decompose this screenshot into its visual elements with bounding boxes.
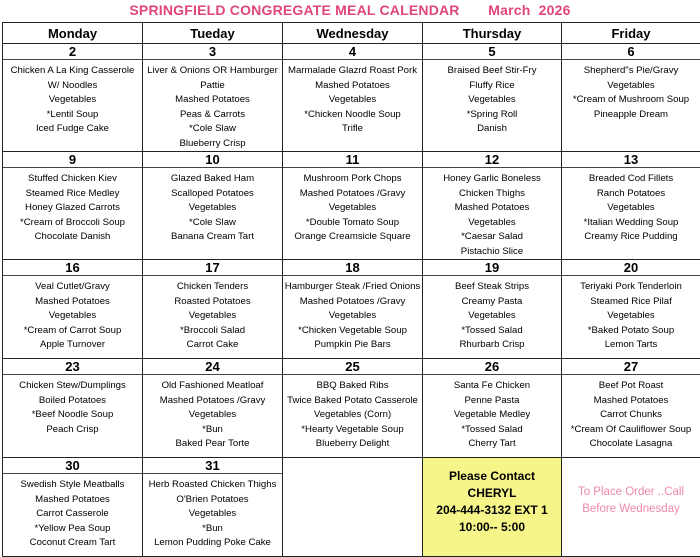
menu-item: Teriyaki Pork Tenderloin <box>562 280 700 295</box>
menu-item: Pumpkin Pie Bars <box>283 338 422 353</box>
menu-item: Blueberry Delight <box>283 437 422 452</box>
menu-item: *Beef Noodle Soup <box>3 408 142 423</box>
day-cell <box>423 152 562 260</box>
week-row <box>3 260 700 359</box>
menu-item: Chicken A La King Casserole <box>3 64 142 79</box>
menu-item: Steamed Rice Pilaf <box>562 295 700 310</box>
day-number: 11 <box>283 152 422 168</box>
menu-item: *Yellow Pea Soup <box>3 522 142 537</box>
day-cell <box>143 44 283 152</box>
menu-item: Pattie <box>143 79 282 94</box>
menu-item: Peas & Carrots <box>143 108 282 123</box>
menu-item: Mushroom Pork Chops <box>283 172 422 187</box>
day-number: 16 <box>3 260 142 276</box>
menu-items <box>283 276 422 353</box>
menu-item: Vegetables <box>143 408 282 423</box>
menu-item: W/ Noodles <box>3 79 142 94</box>
day-number: 27 <box>562 359 700 375</box>
menu-item: *Bun <box>143 423 282 438</box>
menu-item: *Cole Slaw <box>143 216 282 231</box>
menu-items <box>423 168 561 259</box>
day-cell <box>562 260 700 359</box>
day-cell <box>423 44 562 152</box>
menu-item: Twice Baked Potato Casserole <box>283 394 422 409</box>
weekday-header: Friday <box>562 23 700 44</box>
menu-item: *Broccoli Salad <box>143 324 282 339</box>
menu-item: *Tossed Salad <box>423 324 561 339</box>
menu-item: Vegetables <box>562 309 700 324</box>
menu-item: *Caesar Salad <box>423 230 561 245</box>
menu-item: Scalloped Potatoes <box>143 187 282 202</box>
menu-item: Liver & Onions OR Hamburger <box>143 64 282 79</box>
menu-item: Creamy Rice Pudding <box>562 230 700 245</box>
weekday-header: Tueday <box>143 23 283 44</box>
menu-item: Vegetables (Corn) <box>283 408 422 423</box>
menu-item: Chicken Stew/Dumplings <box>3 379 142 394</box>
day-number: 5 <box>423 44 561 60</box>
day-cell <box>423 260 562 359</box>
day-cell <box>423 359 562 458</box>
day-number: 20 <box>562 260 700 276</box>
menu-item: Mashed Potatoes <box>283 79 422 94</box>
day-cell <box>3 458 143 557</box>
day-number: 9 <box>3 152 142 168</box>
menu-item: *Baked Potato Soup <box>562 324 700 339</box>
menu-item: Glazed Baked Ham <box>143 172 282 187</box>
menu-item: Carrot Casserole <box>3 507 142 522</box>
day-cell <box>3 44 143 152</box>
menu-item: *Lentil Soup <box>3 108 142 123</box>
menu-item: Chicken Thighs <box>423 187 561 202</box>
day-cell <box>283 359 423 458</box>
menu-item: Vegetable Medley <box>423 408 561 423</box>
menu-item: Beef Pot Roast <box>562 379 700 394</box>
menu-item: Carrot Chunks <box>562 408 700 423</box>
menu-item: Old Fashioned Meatloaf <box>143 379 282 394</box>
order-note-line: To Place Order ..Call <box>562 484 700 501</box>
weekday-header: Monday <box>3 23 143 44</box>
menu-items <box>562 276 700 353</box>
contact-box <box>423 458 562 557</box>
day-number: 12 <box>423 152 561 168</box>
menu-item: Shepherd"s Pie/Gravy <box>562 64 700 79</box>
menu-items <box>3 474 142 551</box>
day-cell <box>3 260 143 359</box>
menu-item: Vegetables <box>562 79 700 94</box>
menu-item: *Cream Of Cauliflower Soup <box>562 423 700 438</box>
empty-day-cell <box>283 458 423 557</box>
day-cell <box>143 260 283 359</box>
order-note-line: Before Wednesday <box>562 501 700 518</box>
menu-item: *Cream of Broccoli Soup <box>3 216 142 231</box>
menu-item: Chocolate Lasagna <box>562 437 700 452</box>
menu-item: O'Brien Potatoes <box>143 493 282 508</box>
menu-items <box>3 60 142 137</box>
menu-items <box>562 60 700 122</box>
menu-item: Cherry Tart <box>423 437 561 452</box>
menu-item: Peach Crisp <box>3 423 142 438</box>
menu-item: Pistachio Slice <box>423 245 561 260</box>
menu-item: Vegetables <box>3 93 142 108</box>
menu-item: Braised Beef Stir-Fry <box>423 64 561 79</box>
menu-item: Hamburger Steak /Fried Onions <box>283 280 422 295</box>
menu-item: Lemon Tarts <box>562 338 700 353</box>
day-number: 2 <box>3 44 142 60</box>
menu-item: *Hearty Vegetable Soup <box>283 423 422 438</box>
menu-item: *Chicken Vegetable Soup <box>283 324 422 339</box>
page-title: SPRINGFIELD CONGREGATE MEAL CALENDAR March 2026 <box>0 2 700 22</box>
meal-calendar <box>2 22 700 557</box>
menu-item: Vegetables <box>283 309 422 324</box>
menu-item: Apple Turnover <box>3 338 142 353</box>
menu-item: Vegetables <box>143 309 282 324</box>
menu-items <box>423 60 561 137</box>
menu-item: Mashed Potatoes <box>143 93 282 108</box>
menu-item: *Double Tomato Soup <box>283 216 422 231</box>
menu-item: Mashed Potatoes <box>3 493 142 508</box>
weekday-header: Wednesday <box>283 23 423 44</box>
menu-items <box>3 375 142 437</box>
day-cell <box>283 44 423 152</box>
menu-item: Orange Creamsicle Square <box>283 230 422 245</box>
week-row <box>3 359 700 458</box>
day-cell <box>143 359 283 458</box>
day-cell <box>3 152 143 260</box>
menu-item: Chicken Tenders <box>143 280 282 295</box>
contact-line: 10:00-- 5:00 <box>423 519 561 536</box>
menu-items <box>143 168 282 245</box>
menu-item: *Bun <box>143 522 282 537</box>
menu-item: Marmalade Glazrd Roast Pork <box>283 64 422 79</box>
menu-item: Chocolate Danish <box>3 230 142 245</box>
day-number: 30 <box>3 458 142 474</box>
menu-item: Steamed Rice Medley <box>3 187 142 202</box>
day-number: 10 <box>143 152 282 168</box>
menu-item: Vegetables <box>423 309 561 324</box>
menu-item: Boiled Potatoes <box>3 394 142 409</box>
menu-item: Vegetables <box>143 201 282 216</box>
day-number: 25 <box>283 359 422 375</box>
menu-item: Vegetables <box>143 507 282 522</box>
contact-line: CHERYL <box>423 485 561 502</box>
menu-item: Santa Fe Chicken <box>423 379 561 394</box>
menu-items <box>423 375 561 452</box>
menu-item: Veal Cutlet/Gravy <box>3 280 142 295</box>
menu-items <box>3 168 142 245</box>
menu-item: Ranch Potatoes <box>562 187 700 202</box>
order-note <box>562 458 700 557</box>
menu-item: Vegetables <box>562 201 700 216</box>
day-number: 24 <box>143 359 282 375</box>
menu-item: Vegetables <box>283 201 422 216</box>
menu-item: Iced Fudge Cake <box>3 122 142 137</box>
day-cell <box>3 359 143 458</box>
menu-item: Mashed Potatoes /Gravy <box>283 295 422 310</box>
menu-item: Honey Garlic Boneless <box>423 172 561 187</box>
menu-item: Rhurbarb Crisp <box>423 338 561 353</box>
day-cell <box>143 458 283 557</box>
menu-item: Baked Pear Torte <box>143 437 282 452</box>
contact-line: Please Contact <box>423 468 561 485</box>
menu-item: Coconut Cream Tart <box>3 536 142 551</box>
day-number: 31 <box>143 458 282 474</box>
menu-item: Honey Glazed Carrots <box>3 201 142 216</box>
menu-items <box>423 276 561 353</box>
menu-item: Lemon Pudding Poke Cake <box>143 536 282 551</box>
menu-item: Penne Pasta <box>423 394 561 409</box>
menu-item: Danish <box>423 122 561 137</box>
day-number: 18 <box>283 260 422 276</box>
menu-item: Trifle <box>283 122 422 137</box>
menu-item: Mashed Potatoes <box>423 201 561 216</box>
menu-item: Mashed Potatoes /Gravy <box>143 394 282 409</box>
day-cell <box>283 260 423 359</box>
menu-item: Vegetables <box>3 309 142 324</box>
day-cell <box>562 152 700 260</box>
day-number: 3 <box>143 44 282 60</box>
menu-item: Mashed Potatoes <box>562 394 700 409</box>
day-number: 26 <box>423 359 561 375</box>
day-number: 4 <box>283 44 422 60</box>
menu-item: Breaded Cod Fillets <box>562 172 700 187</box>
menu-item: Creamy Pasta <box>423 295 561 310</box>
day-number: 17 <box>143 260 282 276</box>
menu-items <box>143 60 282 151</box>
day-number: 6 <box>562 44 700 60</box>
menu-items <box>3 276 142 353</box>
day-cell <box>562 359 700 458</box>
menu-item: Vegetables <box>423 93 561 108</box>
weekday-header-row <box>3 23 700 44</box>
menu-item: BBQ Baked Ribs <box>283 379 422 394</box>
menu-item: Fluffy Rice <box>423 79 561 94</box>
menu-items <box>143 375 282 452</box>
menu-item: *Spring Roll <box>423 108 561 123</box>
day-number: 23 <box>3 359 142 375</box>
day-number: 19 <box>423 260 561 276</box>
day-cell <box>283 152 423 260</box>
menu-item: *Italian Wedding Soup <box>562 216 700 231</box>
menu-items <box>283 375 422 452</box>
menu-item: Mashed Potatoes <box>3 295 142 310</box>
menu-items <box>283 60 422 137</box>
menu-item: Mashed Potatoes /Gravy <box>283 187 422 202</box>
menu-item: Stuffed Chicken Kiev <box>3 172 142 187</box>
menu-item: *Chicken Noodle Soup <box>283 108 422 123</box>
menu-item: Vegetables <box>423 216 561 231</box>
menu-item: Blueberry Crisp <box>143 137 282 152</box>
week-row <box>3 44 700 152</box>
menu-item: Banana Cream Tart <box>143 230 282 245</box>
menu-item: Beef Steak Strips <box>423 280 561 295</box>
week-row <box>3 152 700 260</box>
menu-items <box>562 375 700 452</box>
menu-item: Swedish Style Meatballs <box>3 478 142 493</box>
menu-item: Pineapple Dream <box>562 108 700 123</box>
contact-line: 204-444-3132 EXT 1 <box>423 502 561 519</box>
menu-item: Carrot Cake <box>143 338 282 353</box>
menu-items <box>283 168 422 245</box>
menu-item: *Cream of Mushroom Soup <box>562 93 700 108</box>
menu-item: *Tossed Salad <box>423 423 561 438</box>
day-cell <box>143 152 283 260</box>
menu-items <box>143 474 282 551</box>
menu-item: Roasted Potatoes <box>143 295 282 310</box>
day-number: 13 <box>562 152 700 168</box>
day-cell <box>562 44 700 152</box>
menu-items <box>143 276 282 353</box>
menu-item: *Cream of Carrot Soup <box>3 324 142 339</box>
weekday-header: Thursday <box>423 23 562 44</box>
menu-items <box>562 168 700 245</box>
menu-item: *Cole Slaw <box>143 122 282 137</box>
week-row <box>3 458 700 557</box>
menu-item: Vegetables <box>283 93 422 108</box>
menu-item: Herb Roasted Chicken Thighs <box>143 478 282 493</box>
